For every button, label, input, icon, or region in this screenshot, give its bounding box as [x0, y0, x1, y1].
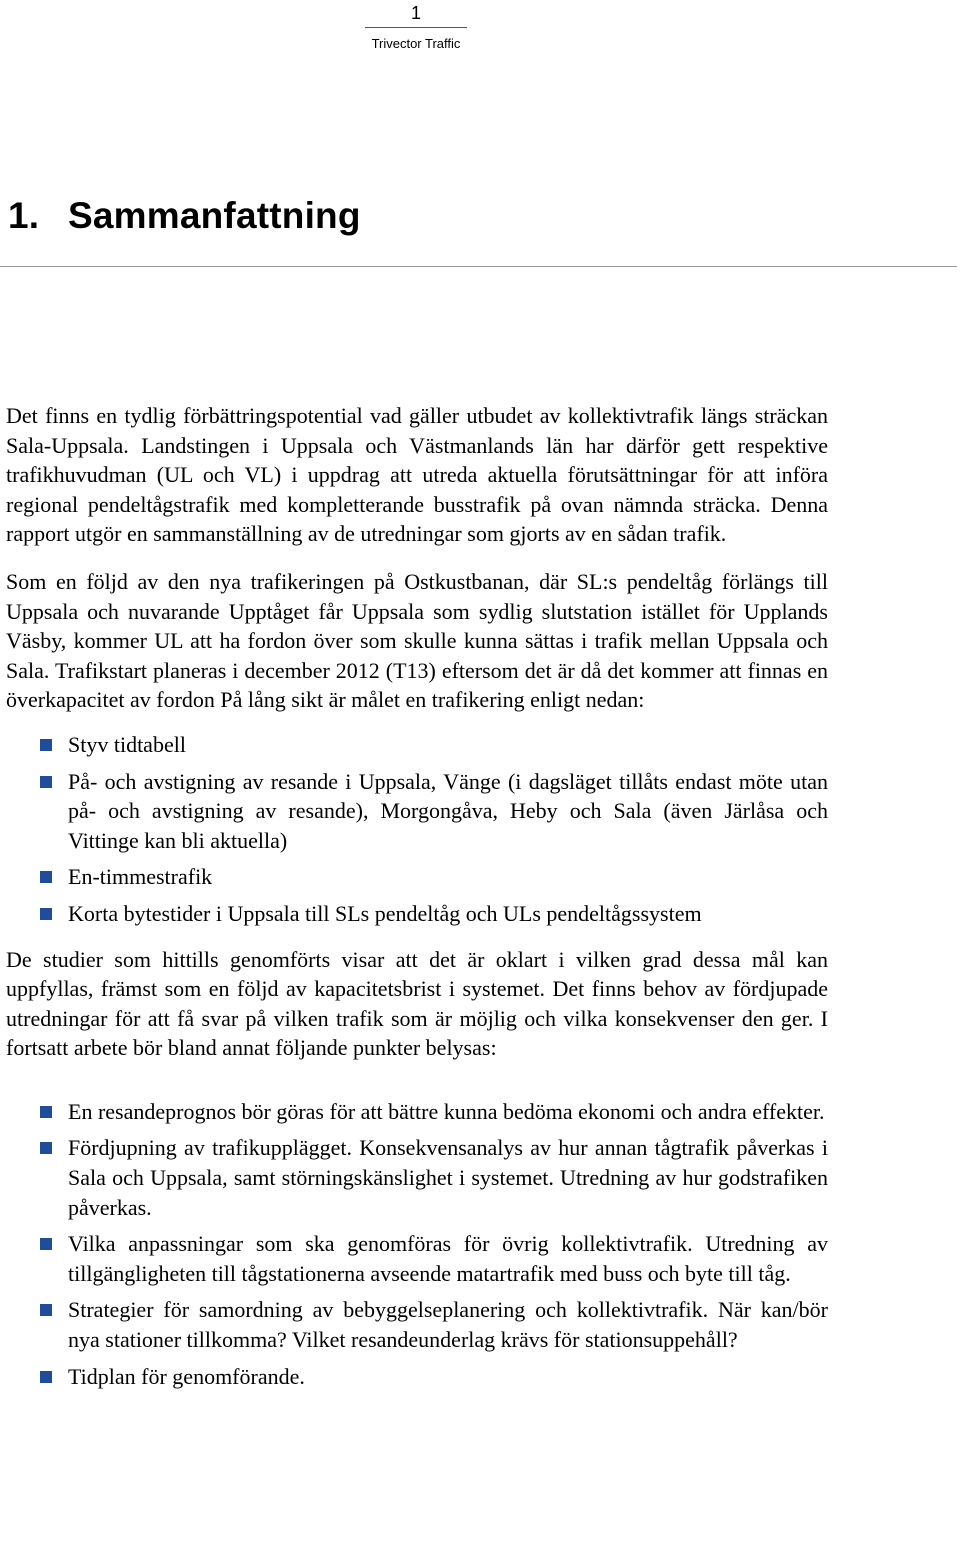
list-item: Korta bytestider i Uppsala till SLs pendeltåg och ULs pendeltågssystem [6, 899, 828, 929]
list-item: Fördjupning av trafikupplägget. Konsekvensanalys av hur annan tågtrafik påverkas i Sala och Uppsala, samt störningskänslighet i systemet. Utredning av hur godstrafiken påverkas. [6, 1133, 828, 1222]
square-bullet-icon [40, 1238, 52, 1250]
chapter-heading [8, 194, 361, 238]
square-bullet-icon [40, 908, 52, 920]
paragraph-intro: Det finns en tydlig förbättringspotential vad gäller utbudet av kollektivtrafik längs sträckan Sala-Uppsala. Landstingen i Uppsala och Västmanlands län har därför gett respektive trafikhuvudman (UL och VL) i uppdrag att utreda aktuella förutsättningar för att införa regional pendeltågstrafik med kompletterande busstrafik på ovan nämnda sträcka. Denna rapport utgör en sammanställning av de utredningar som gjorts av en sådan trafik. [6, 403, 828, 547]
square-bullet-icon [40, 1142, 52, 1154]
company-name: Trivector Traffic [371, 36, 461, 51]
page-number: 1 [365, 0, 467, 28]
paragraph-traffic: Som en följd av den nya trafikeringen på Ostkustbanan, där SL:s pendeltåg förlängs till Uppsala och nuvarande Upptåget får Uppsala som sydlig slutstation istället för Upplands Väsby, kommer UL att ha fordon över som skulle kunna sättas i trafik mellan Uppsala och Sala. Trafikstart planeras i december 2012 (T13) eftersom det är då det kommer att finnas en överkapacitet av fordon På lång sikt är målet en trafikering enligt nedan: [6, 568, 828, 713]
square-bullet-icon [40, 871, 52, 883]
paragraph-studies: De studier som hittills genomförts visar att det är oklart i vilken grad dessa mål kan uppfyllas, främst som en följd av kapacitetsbrist i systemet. Det finns behov av fördjupade utredningar för att få svar på vilken trafik som är möjlig och vilka konsekvenser den ger. I fortsatt arbete bör bland annat följande punkter belysas: [6, 946, 828, 1061]
list-item: En resandeprognos bör göras för att bättre kunna bedöma ekonomi och andra effekter. [6, 1097, 828, 1127]
list-item: Vilka anpassningar som ska genomföras för övrig kollektivtrafik. Utredning av tillgängligheten till tågstationerna avseende matartrafik med buss och byte till tåg. [6, 1229, 828, 1288]
list-item: Styv tidtabell [6, 730, 828, 760]
list-item: På- och avstigning av resande i Uppsala, Vänge (i dagsläget tillåts endast möte utan på- och avstigning av resande), Morgongåva, Heby och Sala (även Järlåsa och Vittinge kan bli aktuella) [6, 767, 828, 856]
square-bullet-icon [40, 739, 52, 751]
square-bullet-icon [40, 1371, 52, 1383]
square-bullet-icon [40, 1304, 52, 1316]
list-item: En-timmestrafik [6, 862, 828, 892]
list-item: Strategier för samordning av bebyggelseplanering och kollektivtrafik. När kan/bör nya stationer tillkomma? Vilket resandeunderlag krävs för stationsuppehåll? [6, 1295, 828, 1354]
chapter-number: 1. [8, 195, 40, 236]
heading-divider [0, 266, 957, 267]
square-bullet-icon [40, 776, 52, 788]
page-header [365, 0, 467, 52]
square-bullet-icon [40, 1106, 52, 1118]
list-item: Tidplan för genomförande. [6, 1362, 828, 1392]
document-body [6, 401, 828, 1407]
chapter-title: Sammanfattning [68, 195, 361, 236]
issues-list [6, 1097, 828, 1391]
goals-list [6, 730, 828, 929]
